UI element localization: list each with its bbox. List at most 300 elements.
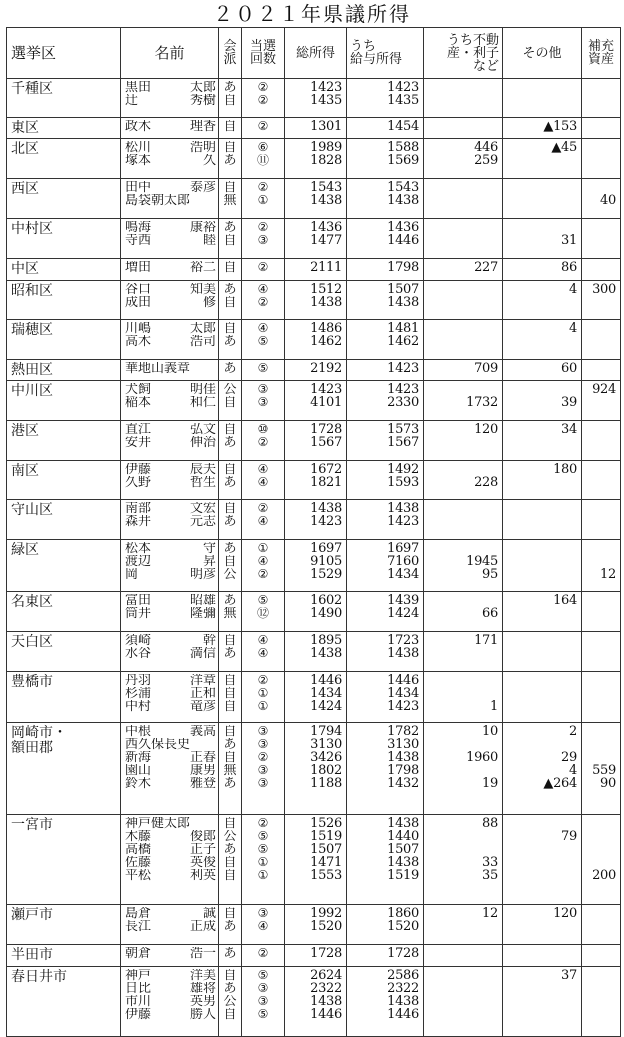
terms-value: ③ <box>257 738 269 751</box>
total-income-cell <box>285 360 347 381</box>
property-income-cell <box>424 500 503 540</box>
salary-value: 1481 <box>387 322 419 335</box>
member-name <box>121 982 218 995</box>
property-value <box>424 194 502 207</box>
family-name: 新海 <box>125 751 152 764</box>
given-name: 英男 <box>189 995 216 1008</box>
other-value: 120 <box>553 907 577 920</box>
terms-value: ② <box>257 436 269 449</box>
family-name: 富田 <box>125 594 152 607</box>
header-row <box>7 28 621 79</box>
salary-value: 1423 <box>387 515 419 528</box>
member-name <box>121 94 218 107</box>
terms-value: ① <box>257 700 269 713</box>
member-name <box>121 947 218 960</box>
total-value: 1471 <box>310 856 342 869</box>
district-group-row <box>7 259 621 281</box>
supplement-asset-cell <box>582 967 621 1037</box>
member-name <box>121 738 218 751</box>
income-table <box>6 27 621 1037</box>
total-income-cell <box>285 139 347 179</box>
total-income-cell <box>285 540 347 592</box>
property-value <box>424 1008 502 1021</box>
other-income-cell <box>503 139 582 179</box>
salary-income-cell <box>347 421 424 461</box>
salary-value: 1573 <box>387 423 419 436</box>
supplement-value <box>582 830 620 843</box>
name-cell <box>121 815 219 905</box>
salary-value: 1434 <box>387 568 419 581</box>
name-cell <box>121 540 219 592</box>
family-name: 中根 <box>125 725 152 738</box>
terms-value: ② <box>257 120 269 133</box>
district-group-row <box>7 320 621 360</box>
property-value <box>424 995 502 1008</box>
property-income-cell <box>424 967 503 1037</box>
district-label: 天白区 <box>11 634 53 650</box>
terms-value: ② <box>257 261 269 274</box>
district-cell <box>7 672 121 723</box>
total-income-cell <box>285 632 347 672</box>
family-name: 政木 <box>125 120 152 133</box>
other-value <box>503 555 581 568</box>
salary-value: 1438 <box>387 502 419 515</box>
party-value: あ <box>223 283 237 296</box>
supplement-asset-cell <box>582 360 621 381</box>
property-income-cell <box>424 945 503 967</box>
other-value <box>503 296 581 309</box>
terms-value: ② <box>257 568 269 581</box>
property-value <box>424 383 502 396</box>
other-value <box>503 634 581 647</box>
given-name: 誠 <box>202 907 216 920</box>
supplement-value <box>582 607 620 620</box>
property-value: 1960 <box>466 751 498 764</box>
total-value: 2624 <box>310 969 342 982</box>
district-label: 額田郡 <box>11 740 53 756</box>
party-value: 自 <box>223 555 237 568</box>
property-income-cell <box>424 79 503 118</box>
district-label: 名東区 <box>11 594 53 610</box>
given-name: 正春 <box>189 751 216 764</box>
member-name <box>121 751 218 764</box>
property-value: 709 <box>474 362 498 375</box>
supplement-value <box>582 141 620 154</box>
district-cell <box>7 360 121 381</box>
family-name: 森井 <box>125 515 152 528</box>
given-name: 和仁 <box>189 396 216 409</box>
party-value: あ <box>223 947 237 960</box>
family-name: 岡 <box>125 568 139 581</box>
terms-value: ③ <box>257 383 269 396</box>
terms-value: ② <box>257 81 269 94</box>
member-name <box>121 969 218 982</box>
member-name <box>121 725 218 738</box>
name-cell <box>121 672 219 723</box>
district-cell <box>7 723 121 815</box>
total-value: 1989 <box>310 141 342 154</box>
terms-value: ③ <box>257 982 269 995</box>
salary-value: 1438 <box>387 647 419 660</box>
header-party-line: 会 <box>223 39 237 54</box>
total-value: 1794 <box>310 725 342 738</box>
given-name: 浩司 <box>189 335 216 348</box>
property-value <box>424 687 502 700</box>
district-group-row <box>7 672 621 723</box>
given-name: 修 <box>202 296 216 309</box>
property-value: 10 <box>482 725 498 738</box>
terms-value: ③ <box>257 725 269 738</box>
supplement-asset-cell <box>582 219 621 259</box>
party-value: 自 <box>223 463 237 476</box>
total-income-cell <box>285 723 347 815</box>
member-name <box>121 515 218 528</box>
total-value: 3130 <box>310 738 342 751</box>
district-cell <box>7 320 121 360</box>
supplement-value <box>582 154 620 167</box>
supplement-value <box>582 725 620 738</box>
total-income-cell <box>285 905 347 945</box>
supplement-value <box>582 817 620 830</box>
property-value: 19 <box>482 777 498 790</box>
total-value: 1438 <box>310 647 342 660</box>
supplement-value <box>582 94 620 107</box>
property-income-cell <box>424 632 503 672</box>
member-name <box>121 843 218 856</box>
total-value: 1423 <box>310 515 342 528</box>
table-body <box>7 79 621 1037</box>
district-group-row <box>7 281 621 320</box>
total-value: 1992 <box>310 907 342 920</box>
terms-value: ② <box>257 221 269 234</box>
member-name <box>121 607 218 620</box>
given-name: 義高 <box>189 725 216 738</box>
property-value: 1732 <box>466 396 498 409</box>
supplement-value <box>582 396 620 409</box>
family-name: 日比 <box>125 982 152 995</box>
district-label: 一宮市 <box>11 817 53 833</box>
total-value: 1301 <box>310 120 342 133</box>
member-name <box>121 81 218 94</box>
other-income-cell <box>503 320 582 360</box>
other-value: 4 <box>569 764 577 777</box>
other-value <box>503 607 581 620</box>
supplement-value <box>582 907 620 920</box>
terms-value: ④ <box>257 463 269 476</box>
supplement-value <box>582 687 620 700</box>
other-value <box>503 515 581 528</box>
given-name: 文宏 <box>189 502 216 515</box>
supplement-value <box>582 920 620 933</box>
property-value <box>424 221 502 234</box>
other-income-cell <box>503 500 582 540</box>
party-value: あ <box>223 594 237 607</box>
property-value: 95 <box>482 568 498 581</box>
party-value: 自 <box>223 751 237 764</box>
header-salary <box>347 28 424 79</box>
property-value: 227 <box>474 261 498 274</box>
total-income-cell <box>285 381 347 421</box>
salary-income-cell <box>347 219 424 259</box>
other-value <box>503 335 581 348</box>
total-value: 1438 <box>310 995 342 1008</box>
member-name <box>121 502 218 515</box>
member-name <box>121 634 218 647</box>
family-name: 華地山義章 <box>125 362 191 375</box>
district-cell <box>7 381 121 421</box>
district-cell <box>7 967 121 1037</box>
supplement-asset-cell <box>582 320 621 360</box>
total-income-cell <box>285 500 347 540</box>
member-name <box>121 920 218 933</box>
property-value: 446 <box>474 141 498 154</box>
party-value: 公 <box>223 383 237 396</box>
district-group-row <box>7 421 621 461</box>
total-value: 1424 <box>310 700 342 713</box>
party-value: あ <box>223 515 237 528</box>
party-value: あ <box>223 476 237 489</box>
member-name <box>121 568 218 581</box>
terms-value: ④ <box>257 647 269 660</box>
total-value: 1438 <box>310 502 342 515</box>
party-cell <box>219 179 242 219</box>
member-name <box>121 181 218 194</box>
header-other: その他 <box>503 28 582 79</box>
property-value <box>424 296 502 309</box>
member-name <box>121 296 218 309</box>
supplement-value <box>582 982 620 995</box>
party-value: あ <box>223 982 237 995</box>
family-name: 稲本 <box>125 396 152 409</box>
property-value <box>424 830 502 843</box>
supplement-asset-cell <box>582 500 621 540</box>
given-name: 知美 <box>189 283 216 296</box>
given-name: 正子 <box>189 843 216 856</box>
salary-value: 1438 <box>387 751 419 764</box>
terms-cell <box>242 945 285 967</box>
other-value: 164 <box>553 594 577 607</box>
header-party-line: 派 <box>223 52 237 67</box>
terms-value: ② <box>257 94 269 107</box>
header-property-line: うち不動 <box>446 32 499 48</box>
party-cell <box>219 500 242 540</box>
total-value: 1507 <box>310 843 342 856</box>
terms-value: ② <box>257 674 269 687</box>
district-group-row <box>7 219 621 259</box>
given-name: 竜彦 <box>189 700 216 713</box>
terms-value: ⑤ <box>257 594 269 607</box>
party-value: 自 <box>223 502 237 515</box>
terms-value: ④ <box>257 555 269 568</box>
total-income-cell <box>285 672 347 723</box>
supplement-value <box>582 120 620 133</box>
salary-value: 1446 <box>387 1008 419 1021</box>
party-value: 自 <box>223 725 237 738</box>
supplement-value <box>582 634 620 647</box>
salary-value: 3130 <box>387 738 419 751</box>
other-value: 180 <box>553 463 577 476</box>
party-value: あ <box>223 436 237 449</box>
other-income-cell <box>503 540 582 592</box>
other-value: 4 <box>569 322 577 335</box>
supplement-value: 200 <box>592 869 616 882</box>
district-label: 瀬戸市 <box>11 907 53 923</box>
other-income-cell <box>503 79 582 118</box>
property-income-cell <box>424 723 503 815</box>
party-value: 無 <box>223 764 237 777</box>
property-income-cell <box>424 905 503 945</box>
given-name: 元志 <box>189 515 216 528</box>
total-income-cell <box>285 945 347 967</box>
other-value <box>503 542 581 555</box>
family-name: 水谷 <box>125 647 152 660</box>
supplement-asset-cell <box>582 179 621 219</box>
family-name: 島袋朝太郎 <box>125 194 191 207</box>
party-cell <box>219 967 242 1037</box>
given-name: 正和 <box>189 687 216 700</box>
property-value <box>424 647 502 660</box>
member-name <box>121 995 218 1008</box>
district-group-row <box>7 815 621 905</box>
terms-value: ⑤ <box>257 969 269 982</box>
property-income-cell <box>424 179 503 219</box>
family-name: 田中 <box>125 181 152 194</box>
property-value: 1945 <box>466 555 498 568</box>
salary-value: 1697 <box>387 542 419 555</box>
total-income-cell <box>285 79 347 118</box>
salary-value: 2322 <box>387 982 419 995</box>
property-value: 171 <box>474 634 498 647</box>
family-name: 塚本 <box>125 154 152 167</box>
party-value: 自 <box>223 817 237 830</box>
other-income-cell <box>503 381 582 421</box>
terms-cell <box>242 179 285 219</box>
family-name: 木藤 <box>125 830 152 843</box>
terms-value: ⑤ <box>257 1008 269 1021</box>
family-name: 黒田 <box>125 81 152 94</box>
property-value: 66 <box>482 607 498 620</box>
total-value: 1436 <box>310 221 342 234</box>
property-income-cell <box>424 259 503 281</box>
terms-value: ⑩ <box>257 423 269 436</box>
given-name: 康裕 <box>189 221 216 234</box>
supplement-value <box>582 594 620 607</box>
district-label: 春日井市 <box>11 969 67 985</box>
district-label: 東区 <box>11 120 39 136</box>
party-value: あ <box>223 335 237 348</box>
district-label: 瑞穂区 <box>11 322 53 338</box>
party-value: あ <box>223 920 237 933</box>
family-name: 神戸 <box>125 969 152 982</box>
district-cell <box>7 79 121 118</box>
supplement-asset-cell <box>582 381 621 421</box>
other-income-cell <box>503 592 582 632</box>
member-name <box>121 830 218 843</box>
given-name: 洋章 <box>189 674 216 687</box>
salary-income-cell <box>347 360 424 381</box>
other-value: ▲264 <box>543 777 577 790</box>
party-value: あ <box>223 221 237 234</box>
property-value: 33 <box>482 856 498 869</box>
other-value: 37 <box>561 969 577 982</box>
given-name: 弘文 <box>189 423 216 436</box>
name-cell <box>121 281 219 320</box>
salary-value: 2330 <box>387 396 419 409</box>
other-income-cell <box>503 281 582 320</box>
table-title: ２０２１年県議所得 <box>213 2 411 26</box>
terms-cell <box>242 139 285 179</box>
salary-value: 1440 <box>387 830 419 843</box>
property-value <box>424 283 502 296</box>
header-salary-line: うち <box>350 39 377 54</box>
terms-cell <box>242 118 285 139</box>
party-cell <box>219 592 242 632</box>
terms-cell <box>242 381 285 421</box>
property-income-cell <box>424 421 503 461</box>
party-value: あ <box>223 81 237 94</box>
terms-value: ⑫ <box>256 607 269 620</box>
property-income-cell <box>424 461 503 500</box>
property-income-cell <box>424 219 503 259</box>
district-cell <box>7 461 121 500</box>
property-value <box>424 181 502 194</box>
salary-income-cell <box>347 461 424 500</box>
other-value: ▲45 <box>551 141 577 154</box>
terms-value: ④ <box>257 283 269 296</box>
salary-income-cell <box>347 320 424 360</box>
terms-cell <box>242 461 285 500</box>
supplement-value <box>582 674 620 687</box>
total-value: 1486 <box>310 322 342 335</box>
district-group-row <box>7 540 621 592</box>
supplement-asset-cell <box>582 118 621 139</box>
district-label: 港区 <box>11 423 39 439</box>
terms-value: ③ <box>257 907 269 920</box>
total-value: 1446 <box>310 1008 342 1021</box>
salary-income-cell <box>347 139 424 179</box>
district-cell <box>7 592 121 632</box>
other-income-cell <box>503 945 582 967</box>
party-cell <box>219 79 242 118</box>
terms-cell <box>242 632 285 672</box>
name-cell <box>121 79 219 118</box>
total-value: 1520 <box>310 920 342 933</box>
district-label: 緑区 <box>11 542 39 558</box>
supplement-asset-cell <box>582 79 621 118</box>
supplement-value <box>582 463 620 476</box>
terms-cell <box>242 672 285 723</box>
other-value <box>503 700 581 713</box>
property-income-cell <box>424 592 503 632</box>
salary-value: 1798 <box>387 764 419 777</box>
member-name <box>121 436 218 449</box>
property-value <box>424 764 502 777</box>
other-value: 60 <box>561 362 577 375</box>
terms-value: ① <box>257 687 269 700</box>
salary-value: 1454 <box>387 120 419 133</box>
terms-value: ② <box>257 947 269 960</box>
given-name: 勝人 <box>189 1008 216 1021</box>
total-income-cell <box>285 592 347 632</box>
salary-value: 1432 <box>387 777 419 790</box>
party-value: 自 <box>223 674 237 687</box>
total-value: 1490 <box>310 607 342 620</box>
family-name: 直江 <box>125 423 152 436</box>
salary-value: 1439 <box>387 594 419 607</box>
total-value: 1828 <box>310 154 342 167</box>
family-name: 須崎 <box>125 634 152 647</box>
supplement-asset-cell <box>582 421 621 461</box>
